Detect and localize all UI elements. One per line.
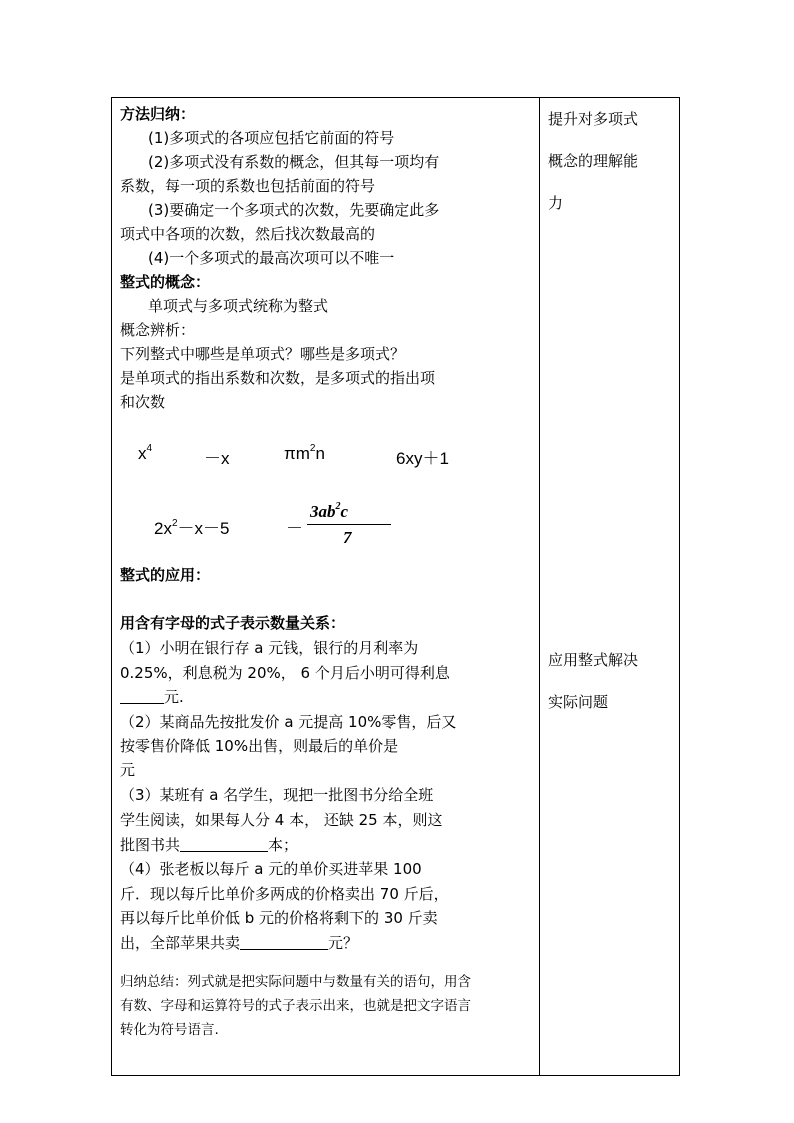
problem-4-line: （4）张老板以每斤 a 元的单价买进苹果 100 xyxy=(120,860,422,878)
goal-note-line: 应用整式解决 xyxy=(548,651,639,669)
discrimination-label: 概念辨析： xyxy=(120,321,196,339)
lesson-table xyxy=(111,97,680,1076)
problem-3-line: 批图书共 本； xyxy=(120,836,299,854)
method-item: 项式中各项的次数，然后找次数最高的 xyxy=(120,225,376,243)
goal-note-line: 力 xyxy=(548,194,564,212)
method-item: (3)要确定一个多项式的次数，先要确定此多 xyxy=(148,201,440,219)
expression-x4: $x^4$ xyxy=(138,443,153,463)
column-divider xyxy=(539,98,540,1075)
problem-2-line: 按零售价降低 10%出售，则最后的单价是 xyxy=(120,737,399,755)
fraction-sign: － xyxy=(286,519,303,538)
problem-3-line: 学生阅读，如果每人分 4 本， 还缺 25 本，则这 xyxy=(120,811,443,829)
answer-blank xyxy=(240,934,328,950)
expression-neg-x: －x xyxy=(204,449,230,468)
conclusion-line: 转化为符号语言. xyxy=(120,1022,219,1038)
question-line: 和次数 xyxy=(120,393,166,411)
application-subtitle: 用含有字母的式子表示数量关系： xyxy=(120,614,346,632)
method-item: (1)多项式的各项应包括它前面的符号 xyxy=(148,129,395,147)
method-item: (4)一个多项式的最高次项可以不唯一 xyxy=(148,249,395,267)
answer-blank xyxy=(120,688,164,704)
goal-note-line: 提升对多项式 xyxy=(548,110,639,128)
method-item: 系数，每一项的系数也包括前面的符号 xyxy=(120,177,376,195)
conclusion-line: 有数、字母和运算符号的式子表示出来，也就是把文字语言 xyxy=(120,998,471,1014)
problem-4-line: 再以每斤比单价低 b 元的价格将剩下的 30 斤卖 xyxy=(120,909,438,927)
question-line: 下列整式中哪些是单项式？哪些是多项式？ xyxy=(120,345,406,363)
fraction-bar xyxy=(307,524,391,525)
application-title: 整式的应用： xyxy=(120,566,211,584)
problem-2-line: （2）某商品先按批发价 a 元提高 10%零售，后又 xyxy=(120,713,457,731)
integral-definition: 单项式与多项式统称为整式 xyxy=(148,297,329,315)
method-item: (2)多项式没有系数的概念，但其每一项均有 xyxy=(148,153,440,171)
question-line: 是单项式的指出系数和次数，是多项式的指出项 xyxy=(120,369,436,387)
expression-2x2-x-5: $2x^2-x-5$ xyxy=(154,518,230,538)
integral-concept-title: 整式的概念： xyxy=(120,273,211,291)
fraction-numerator: $3ab^2c$ xyxy=(310,501,349,521)
problem-1-line: 0.25%，利息税为 20%， 6 个月后小明可得利息 xyxy=(120,664,450,682)
expression-pi-m2n: $\pi m^2n$ xyxy=(284,443,325,463)
problem-4-line: 斤．现以每斤比单价多两成的价格卖出 70 斤后， xyxy=(120,885,449,903)
expression-6xy-plus-1: 6xy＋1 xyxy=(396,449,449,468)
method-summary-title: 方法归纳： xyxy=(120,105,196,123)
conclusion-line: 归纳总结：列式就是把实际问题中与数量有关的语句，用含 xyxy=(120,974,471,990)
goal-note-line: 概念的理解能 xyxy=(548,152,639,170)
goal-note-line: 实际问题 xyxy=(548,693,609,711)
fraction-denominator: 7 xyxy=(343,528,352,547)
problem-3-line: （3）某班有 a 名学生，现把一批图书分给全班 xyxy=(120,786,434,804)
problem-4-line: 出，全部苹果共卖 元？ xyxy=(120,934,359,952)
answer-blank xyxy=(180,836,268,852)
problem-2-line: 元 xyxy=(120,761,136,779)
problem-1-line: 元. xyxy=(120,687,184,707)
problem-1-line: （1）小明在银行存 a 元钱，银行的月利率为 xyxy=(120,639,419,657)
